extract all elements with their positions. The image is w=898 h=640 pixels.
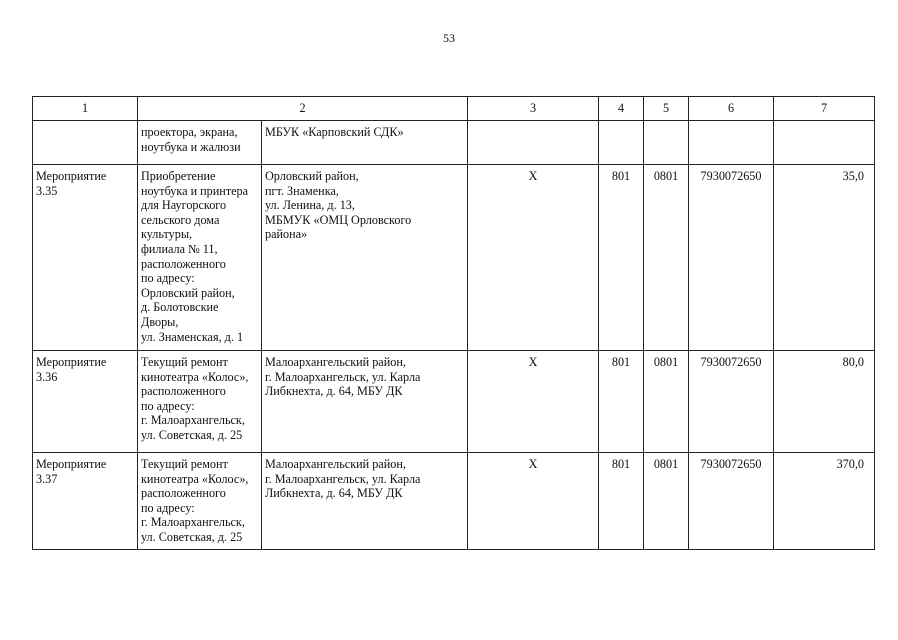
cell-executor: Малоархангельский район, г. Малоархангельск, ул. Карла Либкнехта, д. 64, МБУ ДК <box>262 351 468 453</box>
cell-event <box>33 121 138 165</box>
cell-description: Текущий ремонт кинотеатра «Колос», расположенного по адресу: г. Малоархангельск, ул. Советская, д. 25 <box>138 351 262 453</box>
cell-event: Мероприятие 3.37 <box>33 453 138 550</box>
cell-executor: Малоархангельский район, г. Малоархангельск, ул. Карла Либкнехта, д. 64, МБУ ДК <box>262 453 468 550</box>
cell-col7: 370,0 <box>774 453 875 550</box>
page-number: 53 <box>443 31 455 45</box>
cell-col6: 7930072650 <box>689 165 774 351</box>
header-col-5: 5 <box>644 97 689 121</box>
cell-executor: Орловский район, пгт. Знаменка, ул. Ленина, д. 13, МБМУК «ОМЦ Орловского района» <box>262 165 468 351</box>
table-row <box>33 351 875 453</box>
cell-col3: Х <box>468 453 599 550</box>
cell-col3: Х <box>468 351 599 453</box>
budget-table <box>32 96 875 550</box>
cell-col6: 7930072650 <box>689 351 774 453</box>
cell-col5: 0801 <box>644 165 689 351</box>
cell-col7: 80,0 <box>774 351 875 453</box>
cell-description: проектора, экрана, ноутбука и жалюзи <box>138 121 262 165</box>
header-col-3: 3 <box>468 97 599 121</box>
cell-col3: Х <box>468 165 599 351</box>
cell-event: Мероприятие 3.35 <box>33 165 138 351</box>
cell-col5 <box>644 121 689 165</box>
cell-executor: МБУК «Карповский СДК» <box>262 121 468 165</box>
cell-col4: 801 <box>599 165 644 351</box>
table-row <box>33 453 875 550</box>
header-col-7: 7 <box>774 97 875 121</box>
table-row <box>33 121 875 165</box>
cell-col4 <box>599 121 644 165</box>
cell-event: Мероприятие 3.36 <box>33 351 138 453</box>
cell-col7: 35,0 <box>774 165 875 351</box>
cell-col4: 801 <box>599 351 644 453</box>
cell-col7 <box>774 121 875 165</box>
cell-description: Приобретение ноутбука и принтера для Наугорского сельского дома культуры, филиала № 11, расположенного по адресу: Орловский район, д. Болотовские Дворы, ул. Знаменская, д. 1 <box>138 165 262 351</box>
header-col-6: 6 <box>689 97 774 121</box>
cell-col4: 801 <box>599 453 644 550</box>
cell-description: Текущий ремонт кинотеатра «Колос», расположенного по адресу: г. Малоархангельск, ул. Советская, д. 25 <box>138 453 262 550</box>
cell-col5: 0801 <box>644 351 689 453</box>
table-row <box>33 165 875 351</box>
cell-col6: 7930072650 <box>689 453 774 550</box>
cell-col6 <box>689 121 774 165</box>
header-row <box>33 97 875 121</box>
header-col-2: 2 <box>138 97 468 121</box>
cell-col5: 0801 <box>644 453 689 550</box>
cell-col3 <box>468 121 599 165</box>
header-col-1: 1 <box>33 97 138 121</box>
header-col-4: 4 <box>599 97 644 121</box>
